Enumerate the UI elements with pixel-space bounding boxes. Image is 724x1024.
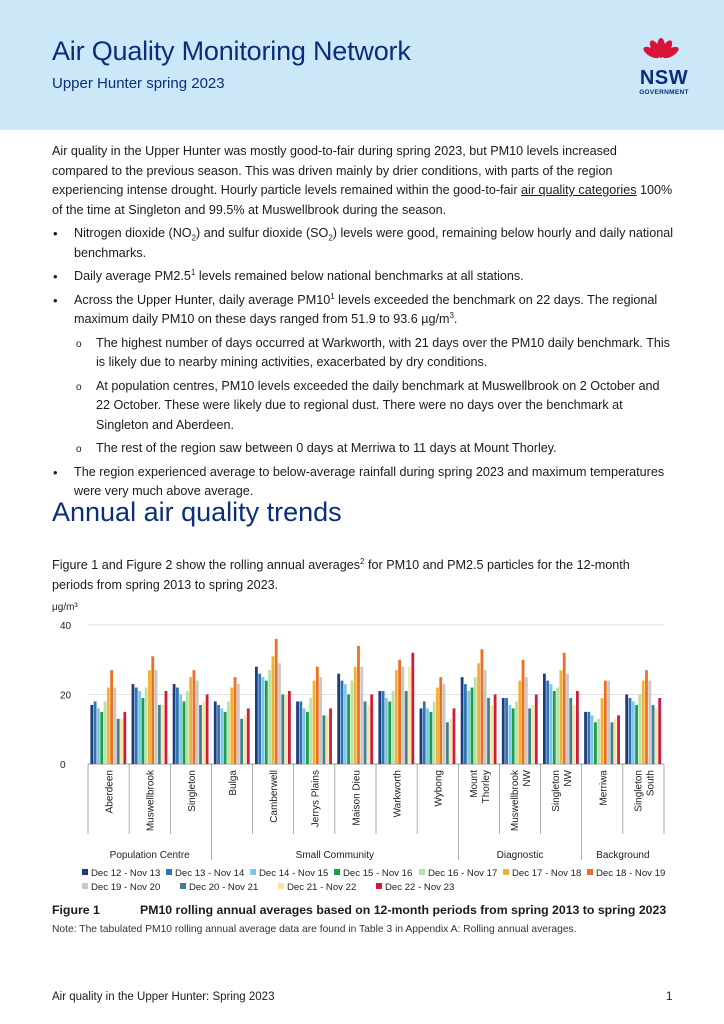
figure-label: Figure 1 xyxy=(52,903,100,917)
category-label: Aberdeen xyxy=(104,770,116,814)
bar xyxy=(449,719,452,764)
bar xyxy=(329,708,332,764)
category-label: Singleton xyxy=(186,770,198,812)
page-title: Air Quality Monitoring Network xyxy=(52,36,411,66)
bar xyxy=(515,701,518,764)
bar xyxy=(193,670,196,764)
bar xyxy=(306,712,309,764)
bar xyxy=(189,677,192,764)
bar xyxy=(258,674,261,764)
group-label: Diagnostic xyxy=(496,850,544,861)
bar xyxy=(584,712,587,764)
bar xyxy=(426,708,429,764)
legend-label: Dec 19 - Nov 20 xyxy=(91,882,161,893)
bar xyxy=(145,688,148,764)
logo-government-text: GOVERNMENT xyxy=(639,89,689,96)
legend-label: Dec 15 - Nov 16 xyxy=(343,868,413,879)
bar xyxy=(392,691,395,764)
group-label: Small Community xyxy=(295,850,375,861)
bar xyxy=(411,653,414,764)
bar xyxy=(638,695,641,765)
bar xyxy=(199,705,202,764)
bar xyxy=(587,712,590,764)
legend-swatch xyxy=(250,869,256,875)
bar xyxy=(402,667,405,764)
bar xyxy=(309,698,312,764)
sub-bullet-rest-of-region: o The rest of the region saw between 0 days at Merriwa to 11 days at Mount Thorley. xyxy=(76,441,557,455)
bar xyxy=(429,712,432,764)
legend-swatch xyxy=(419,869,425,875)
bar xyxy=(344,684,347,764)
legend-label: Dec 14 - Nov 15 xyxy=(259,868,329,879)
bar xyxy=(559,670,562,764)
legend-swatch xyxy=(166,869,172,875)
bar xyxy=(601,698,604,764)
bar xyxy=(354,667,357,764)
bar xyxy=(114,688,117,764)
category-label: NW xyxy=(522,770,533,787)
bar xyxy=(271,656,274,764)
bar xyxy=(364,701,367,764)
bar xyxy=(179,695,182,765)
intro-paragraph: Air quality in the Upper Hunter was mostly good-to-fair during spring 2023, but PM10 levels increased compared to the previous season. This was driven mainly by drier conditions, with parts of the region experiencing intense drought. Hourly particle levels remained within the good-to-fair air quality categories 100% of the time at Singleton and 99.5% at Muswellbrook during the season. xyxy=(52,144,673,217)
bar xyxy=(607,681,610,764)
footer-title: Air quality in the Upper Hunter: Spring 2023 xyxy=(52,991,275,1003)
bullet-no2-so2: • Nitrogen dioxide $(NO_2)$ and sulfur dioxide $(SO_2)$ levels were good, remaining below hourly and daily national benchmarks. xyxy=(53,226,674,260)
bar xyxy=(214,701,217,764)
bar xyxy=(464,684,467,764)
bar xyxy=(268,670,271,764)
bar xyxy=(467,691,470,764)
category-label: Thorley xyxy=(480,770,492,804)
bar xyxy=(471,688,474,764)
bullet-rainfall: • The region experienced average to below-average rainfall during spring 2023 and maximum temperatures were very much above average. xyxy=(53,464,665,498)
bar xyxy=(461,677,464,764)
bar xyxy=(288,691,291,764)
bar xyxy=(240,719,243,764)
bar xyxy=(161,705,164,764)
bar xyxy=(532,705,535,764)
bar xyxy=(655,708,658,764)
bar xyxy=(326,715,329,764)
bar xyxy=(518,681,521,764)
bar xyxy=(227,701,230,764)
bar xyxy=(443,684,446,764)
logo-nsw-text: NSW xyxy=(639,67,689,89)
bar xyxy=(117,719,120,764)
legend-label: Dec 16 - Nov 17 xyxy=(428,868,498,879)
bar xyxy=(138,691,141,764)
bar xyxy=(141,698,144,764)
bar xyxy=(165,691,168,764)
bar xyxy=(347,695,350,765)
bar xyxy=(247,708,250,764)
bar xyxy=(155,670,158,764)
bar xyxy=(275,639,278,764)
bar xyxy=(433,701,436,764)
bar xyxy=(591,715,594,764)
summary-bullets xyxy=(52,224,674,506)
bar xyxy=(94,701,97,764)
bar xyxy=(569,698,572,764)
bar xyxy=(350,681,353,764)
bar xyxy=(378,691,381,764)
bar xyxy=(385,698,388,764)
bar xyxy=(357,646,360,764)
bar xyxy=(319,677,322,764)
legend-swatch xyxy=(334,869,340,875)
legend-label: Dec 18 - Nov 19 xyxy=(596,868,666,879)
bar xyxy=(566,674,569,764)
figure-intro-paragraph: Figure 1 and Figure 2 show the rolling annual averages$^2$ for PM10 and PM2.5 particles for the 12-month periods from spring 2013 to spring 2023. xyxy=(52,556,630,592)
y-tick-label: 40 xyxy=(60,621,72,632)
group-label: Background xyxy=(596,850,650,861)
bar xyxy=(436,688,439,764)
bar xyxy=(120,719,123,764)
bar xyxy=(382,691,385,764)
bullet-pm10: • Across the Upper Hunter, daily average $PM10^1$ levels exceeded the benchmark on 22 days. The regional maximum daily PM10 on these days ranged from 51.9 to 93.6 $\mu g/m^3$. xyxy=(53,291,658,326)
bar xyxy=(512,708,515,764)
bar xyxy=(642,681,645,764)
bar xyxy=(341,681,344,764)
category-label: Jerrys Plains xyxy=(310,770,322,828)
bar xyxy=(303,708,306,764)
bar xyxy=(481,649,484,764)
bar xyxy=(490,705,493,764)
bar xyxy=(625,695,628,765)
bar xyxy=(573,705,576,764)
category-label: Singleton xyxy=(551,770,563,812)
bar xyxy=(446,722,449,764)
bar xyxy=(337,674,340,764)
bar xyxy=(614,719,617,764)
category-label: South xyxy=(645,770,657,797)
category-label: Merriwa xyxy=(598,770,610,806)
bar xyxy=(522,660,525,764)
bar xyxy=(474,677,477,764)
bar xyxy=(234,677,237,764)
bar xyxy=(629,698,632,764)
page-number: 1 xyxy=(666,991,673,1003)
bar xyxy=(484,670,487,764)
bar xyxy=(611,722,614,764)
bar xyxy=(158,705,161,764)
bar xyxy=(313,681,316,764)
bar xyxy=(196,681,199,764)
bar xyxy=(217,705,220,764)
bar xyxy=(262,677,265,764)
bar xyxy=(323,715,326,764)
bar xyxy=(494,695,497,765)
bar xyxy=(508,705,511,764)
bar xyxy=(543,674,546,764)
bar xyxy=(563,653,566,764)
bar xyxy=(423,701,426,764)
bar xyxy=(316,667,319,764)
y-axis-label: µg/m³ xyxy=(52,602,78,613)
page-subtitle: Upper Hunter spring 2023 xyxy=(52,75,225,92)
bar xyxy=(505,698,508,764)
y-tick-label: 0 xyxy=(60,760,66,771)
bar xyxy=(244,715,247,764)
legend-swatch xyxy=(278,883,284,889)
bar xyxy=(278,663,281,764)
bar xyxy=(285,695,288,765)
bar xyxy=(135,688,138,764)
bar xyxy=(100,712,103,764)
bar xyxy=(597,719,600,764)
bar xyxy=(553,691,556,764)
sub-bullet-warkworth: o The highest number of days occurred at Warkworth, with 21 days over the PM10 daily benchmark. This is likely due to nearby mining activities, exacerbated by dry conditions. xyxy=(76,335,670,369)
bar xyxy=(237,684,240,764)
bar xyxy=(186,691,189,764)
category-label: Warkworth xyxy=(392,770,404,818)
group-label: Population Centre xyxy=(109,850,190,861)
bar xyxy=(604,681,607,764)
bar xyxy=(173,684,176,764)
legend-label: Dec 12 - Nov 13 xyxy=(91,868,161,879)
legend-swatch xyxy=(376,883,382,889)
legend-swatch xyxy=(180,883,186,889)
legend-swatch xyxy=(82,869,88,875)
legend-swatch xyxy=(82,883,88,889)
bar xyxy=(202,701,205,764)
bar xyxy=(265,681,268,764)
bar xyxy=(148,670,151,764)
bar xyxy=(487,698,490,764)
bar xyxy=(255,667,258,764)
bar xyxy=(556,688,559,764)
category-label: Maison Dieu xyxy=(351,770,363,826)
bar xyxy=(367,705,370,764)
bar xyxy=(104,701,107,764)
bar xyxy=(299,701,302,764)
bar xyxy=(360,667,363,764)
bar xyxy=(107,688,110,764)
bar xyxy=(183,701,186,764)
bullet-pm25: • Daily average $PM2.5^1$ levels remained below national benchmarks at all stations. xyxy=(53,267,524,284)
bar xyxy=(645,670,648,764)
category-label: Wybong xyxy=(433,770,445,807)
category-label: Muswellbrook xyxy=(145,770,157,832)
bar xyxy=(176,688,179,764)
figure-note: Note: The tabulated PM10 rolling annual average data are found in Table 3 in Appendix A: Rolling annual averages. xyxy=(52,924,577,935)
bar xyxy=(230,688,233,764)
bar xyxy=(123,712,126,764)
bar xyxy=(388,701,391,764)
figure-caption: Figure 1 PM10 rolling annual averages based on 12-month periods from spring 2013 to spring 2023 xyxy=(52,903,667,917)
category-label: Muswellbrook xyxy=(510,770,521,832)
legend-label: Dec 21 - Nov 22 xyxy=(287,882,357,893)
legend-label: Dec 22 - Nov 23 xyxy=(385,882,455,893)
bar xyxy=(90,705,93,764)
bar xyxy=(281,695,284,765)
bar xyxy=(576,691,579,764)
category-label: Singleton xyxy=(633,770,645,812)
bar xyxy=(635,705,638,764)
bar xyxy=(224,712,227,764)
category-label: Bulga xyxy=(228,770,239,796)
bar xyxy=(405,691,408,764)
legend-swatch xyxy=(503,869,509,875)
category-label: Camberwell xyxy=(269,770,281,823)
bar xyxy=(408,667,411,764)
pm10-bar-chart xyxy=(52,598,674,898)
bar xyxy=(525,677,528,764)
bar xyxy=(658,698,661,764)
category-label: NW xyxy=(563,770,575,787)
bar xyxy=(594,722,597,764)
legend-swatch xyxy=(587,869,593,875)
bar xyxy=(398,660,401,764)
bar xyxy=(220,708,223,764)
bar xyxy=(546,681,549,764)
bar xyxy=(296,701,299,764)
bar xyxy=(439,677,442,764)
bar xyxy=(528,708,531,764)
category-label: Mount xyxy=(468,770,480,798)
bar xyxy=(617,715,620,764)
y-tick-label: 20 xyxy=(60,690,72,702)
bar xyxy=(370,695,373,765)
sub-bullet-population-centres: o At population centres, PM10 levels exceeded the daily benchmark at Muswellbrook on 2 October and 22 October. These were likely due to regional dust. There were no days over the benchmark at Singleton and Aberdeen. xyxy=(76,378,660,432)
air-quality-categories-link[interactable]: air quality categories xyxy=(521,183,637,197)
bar xyxy=(477,663,480,764)
bar xyxy=(395,670,398,764)
section-heading: Annual air quality trends xyxy=(52,497,342,527)
legend-label: Dec 20 - Nov 21 xyxy=(189,882,259,893)
bar xyxy=(420,708,423,764)
bar xyxy=(151,656,154,764)
bar xyxy=(632,701,635,764)
bar xyxy=(453,708,456,764)
bar xyxy=(535,695,538,765)
bar xyxy=(132,684,135,764)
bar xyxy=(652,705,655,764)
bar xyxy=(97,708,100,764)
bar xyxy=(110,670,113,764)
bar xyxy=(648,681,651,764)
legend-label: Dec 13 - Nov 14 xyxy=(175,868,245,879)
bar xyxy=(550,684,553,764)
bar xyxy=(502,698,505,764)
legend-label: Dec 17 - Nov 18 xyxy=(512,868,582,879)
bar xyxy=(206,695,209,765)
